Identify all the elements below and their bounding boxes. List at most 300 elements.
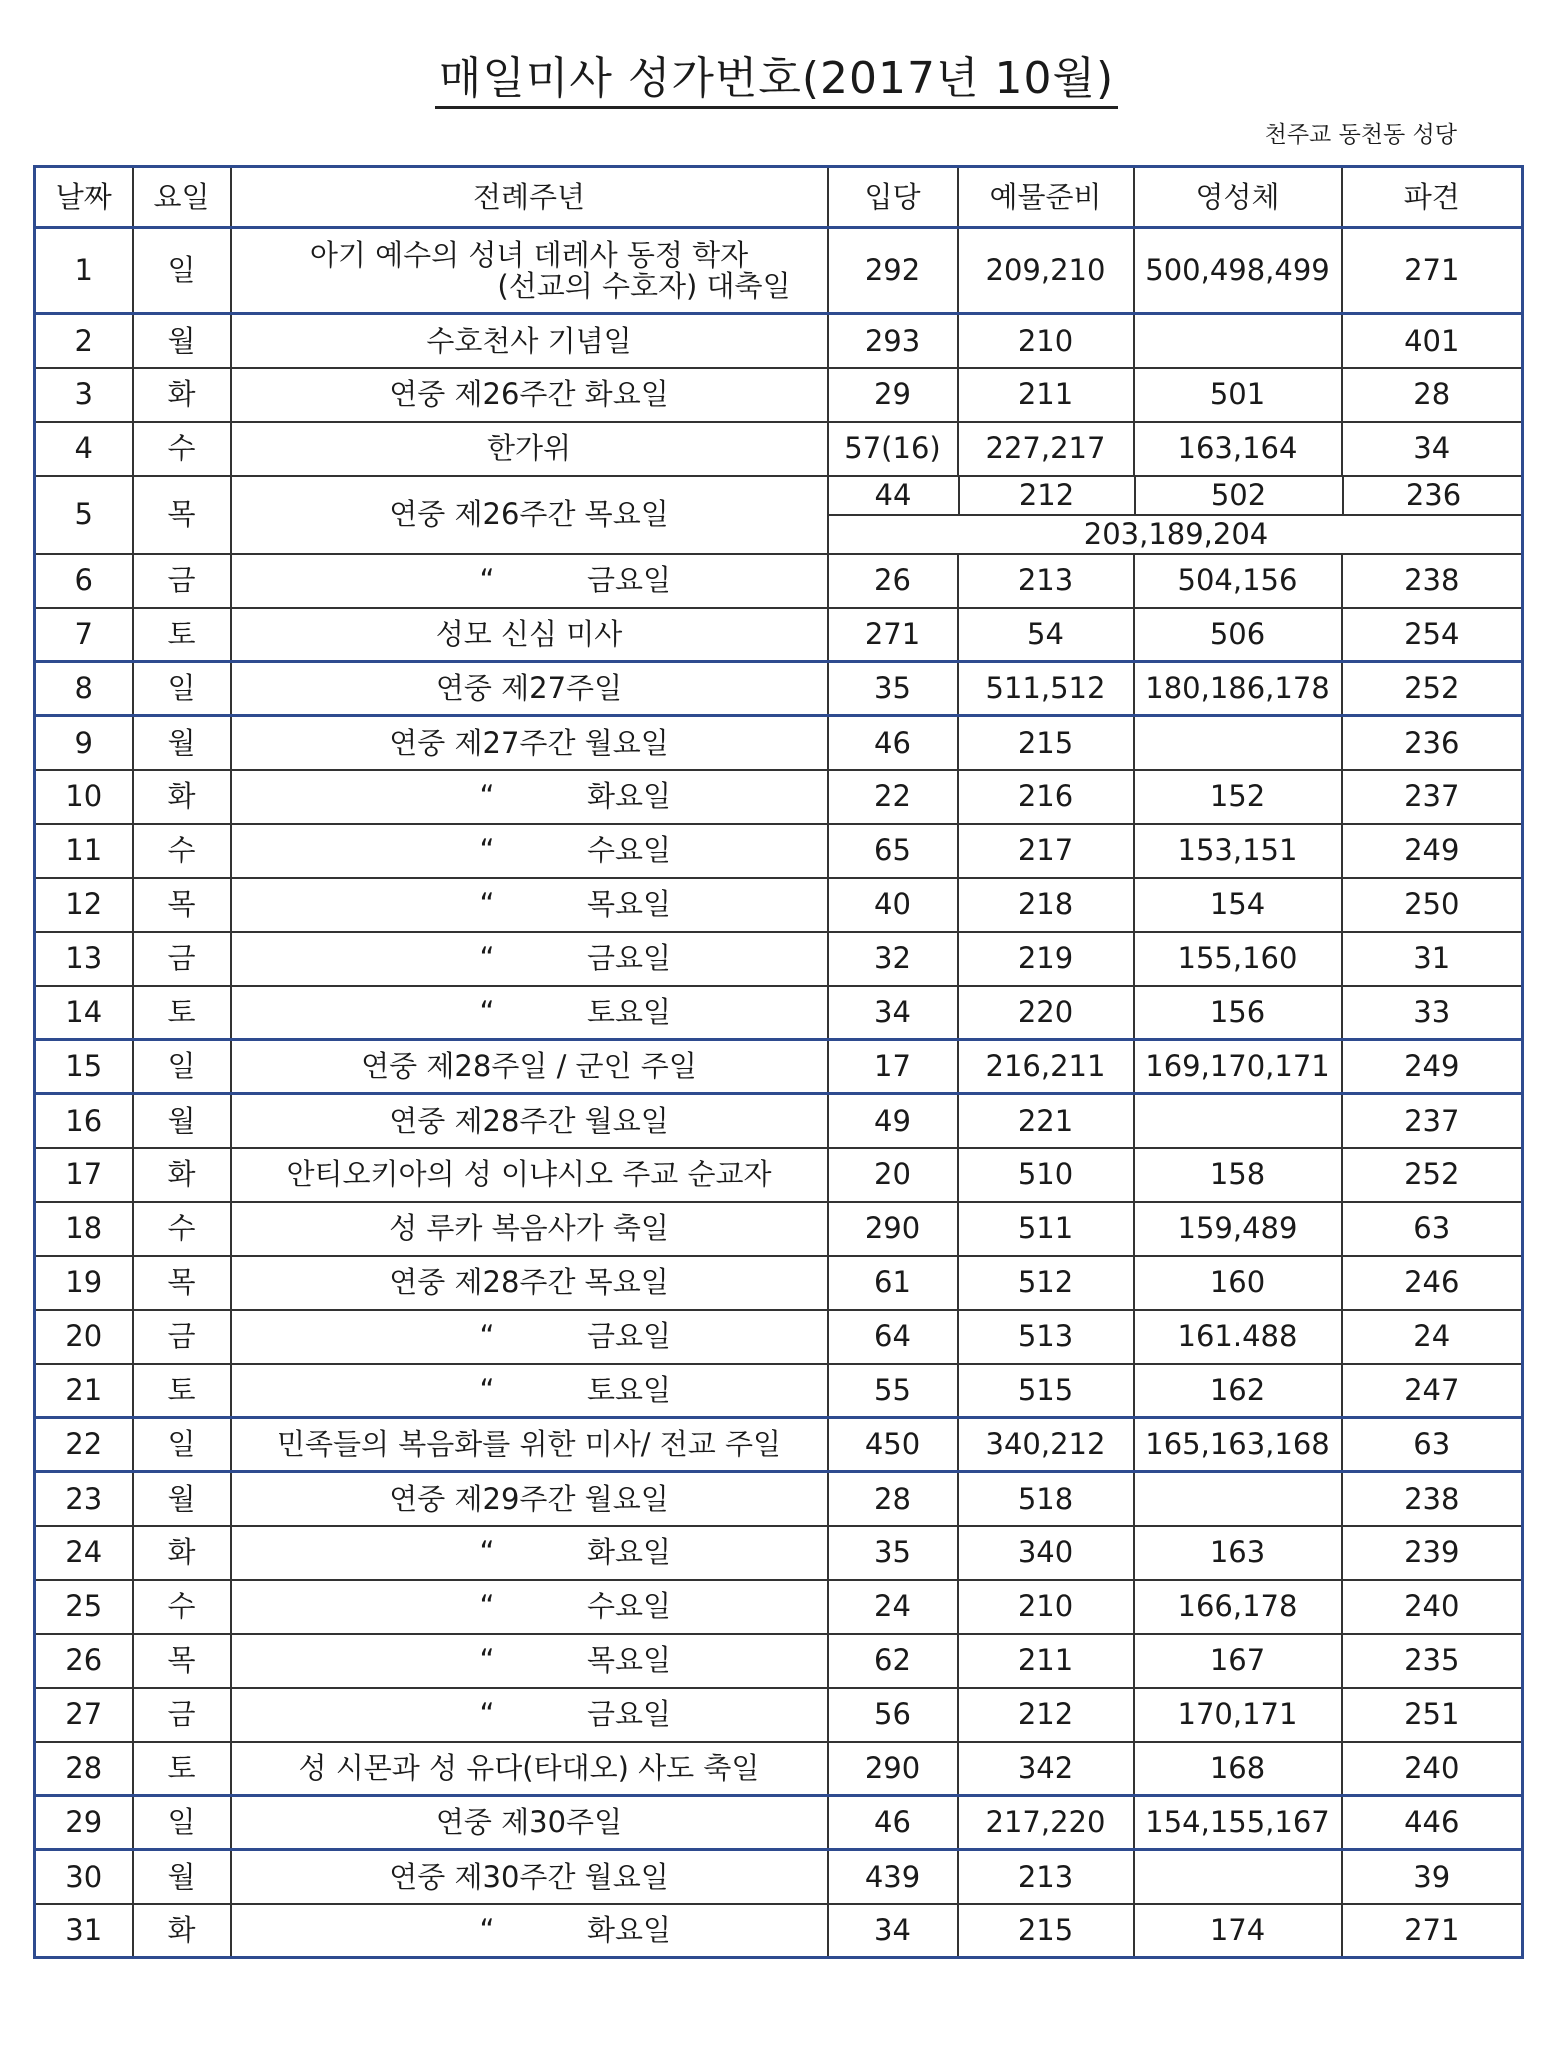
dismissal-cell: 249 (1342, 824, 1523, 878)
organization-name: 천주교 동천동 성당 (1264, 122, 1457, 148)
date-cell: 24 (35, 1526, 133, 1580)
day-cell: 목 (133, 476, 231, 554)
day-cell: 화 (133, 1904, 231, 1958)
date-cell: 19 (35, 1256, 133, 1310)
communion-cell: 500,498,499 (1134, 228, 1342, 314)
ditto-mark: “ (479, 995, 495, 1030)
day-cell: 수 (133, 1202, 231, 1256)
dismissal-cell: 271 (1342, 228, 1523, 314)
communion-cell: 174 (1134, 1904, 1342, 1958)
offertory-cell: 511 (958, 1202, 1134, 1256)
feast-cell (231, 368, 828, 422)
entrance-cell: 290 (828, 1202, 958, 1256)
offertory-cell: 215 (958, 716, 1134, 770)
day-cell: 월 (133, 716, 231, 770)
communion-cell: 154 (1134, 878, 1342, 932)
ditto-mark: “ (479, 833, 495, 868)
date-cell: 12 (35, 878, 133, 932)
dismissal-cell: 63 (1342, 1202, 1523, 1256)
table-row (35, 662, 1523, 716)
table-row (35, 368, 1523, 422)
dismissal-cell: 254 (1342, 608, 1523, 662)
feast-name: 연중 제28주일 / 군인 주일 (361, 1049, 697, 1084)
table-row (35, 716, 1523, 770)
header-offertory: 예물준비 (958, 167, 1134, 228)
offertory-cell: 220 (958, 986, 1134, 1040)
offertory-cell: 512 (958, 1256, 1134, 1310)
day-cell: 수 (133, 824, 231, 878)
feast-name: 연중 제30주간 월요일 (389, 1859, 669, 1894)
day-cell: 수 (133, 422, 231, 476)
ditto-mark: “ (479, 563, 495, 598)
table-row (35, 1634, 1523, 1688)
dismissal-cell: 401 (1342, 314, 1523, 368)
table-row (35, 1796, 1523, 1850)
communion-cell: 165,163,168 (1134, 1418, 1342, 1472)
feast-cell (231, 878, 828, 932)
feast-cell (231, 1634, 828, 1688)
date-cell: 22 (35, 1418, 133, 1472)
header-date: 날짜 (35, 167, 133, 228)
communion-cell: 180,186,178 (1134, 662, 1342, 716)
feast-cell (231, 554, 828, 608)
table-row (35, 1094, 1523, 1148)
day-cell: 월 (133, 1472, 231, 1526)
communion-cell: 159,489 (1134, 1202, 1342, 1256)
feast-cell (231, 932, 828, 986)
communion-cell: 168 (1134, 1742, 1342, 1796)
dismissal-cell: 247 (1342, 1364, 1523, 1418)
ditto-mark: “ (479, 1697, 495, 1732)
dismissal-cell: 271 (1342, 1904, 1523, 1958)
day-cell: 화 (133, 368, 231, 422)
page-title-text: 매일미사 성가번호(2017년 10월) (435, 53, 1118, 109)
table-row (35, 228, 1523, 314)
entrance-cell: 35 (828, 662, 958, 716)
entrance-cell: 24 (828, 1580, 958, 1634)
table-row (35, 1850, 1523, 1904)
day-cell: 금 (133, 554, 231, 608)
day-cell: 화 (133, 1526, 231, 1580)
feast-cell (231, 1418, 828, 1472)
table-row (35, 1418, 1523, 1472)
page-title (0, 42, 1553, 106)
dismissal-cell: 39 (1342, 1850, 1523, 1904)
entrance-cell: 46 (828, 1796, 958, 1850)
communion-cell (1134, 1850, 1342, 1904)
feast-name: 연중 제28주간 월요일 (389, 1103, 669, 1138)
table-row (35, 1472, 1523, 1526)
entrance-cell: 62 (828, 1634, 958, 1688)
communion-cell: 504,156 (1134, 554, 1342, 608)
entrance-cell: 20 (828, 1148, 958, 1202)
entrance-cell: 292 (828, 228, 958, 314)
entrance-cell: 34 (828, 986, 958, 1040)
entrance-cell: 34 (828, 1904, 958, 1958)
feast-name: 금요일 (586, 1319, 672, 1354)
dismissal-cell: 240 (1342, 1580, 1523, 1634)
table-row (35, 314, 1523, 368)
date-cell: 30 (35, 1850, 133, 1904)
feast-name: 금요일 (586, 563, 672, 598)
communion-cell (1134, 716, 1342, 770)
offertory-cell: 212 (959, 477, 1135, 515)
date-cell: 28 (35, 1742, 133, 1796)
header-dismissal: 파견 (1342, 167, 1523, 228)
offertory-cell: 227,217 (958, 422, 1134, 476)
table-row (35, 878, 1523, 932)
day-cell: 월 (133, 1850, 231, 1904)
offertory-cell: 215 (958, 1904, 1134, 1958)
table-row (35, 1742, 1523, 1796)
communion-cell: 154,155,167 (1134, 1796, 1342, 1850)
date-cell: 29 (35, 1796, 133, 1850)
entrance-cell: 26 (828, 554, 958, 608)
dismissal-cell: 238 (1342, 554, 1523, 608)
feast-name: 토요일 (586, 1373, 672, 1408)
communion-cell: 506 (1134, 608, 1342, 662)
entrance-cell: 35 (828, 1526, 958, 1580)
dismissal-cell: 24 (1342, 1310, 1523, 1364)
feast-name: 민족들의 복음화를 위한 미사/ 전교 주일 (276, 1427, 782, 1462)
day-cell: 목 (133, 1634, 231, 1688)
communion-cell: 162 (1134, 1364, 1342, 1418)
table-row (35, 1364, 1523, 1418)
offertory-cell: 340,212 (958, 1418, 1134, 1472)
table-row (35, 1526, 1523, 1580)
date-cell: 15 (35, 1040, 133, 1094)
dismissal-cell: 249 (1342, 1040, 1523, 1094)
date-cell: 31 (35, 1904, 133, 1958)
offertory-cell: 342 (958, 1742, 1134, 1796)
dismissal-cell: 28 (1342, 368, 1523, 422)
feast-name: 목요일 (586, 1643, 672, 1678)
table-row (35, 1148, 1523, 1202)
communion-cell: 166,178 (1134, 1580, 1342, 1634)
table-row (35, 1256, 1523, 1310)
communion-cell: 161.488 (1134, 1310, 1342, 1364)
entrance-cell: 65 (828, 824, 958, 878)
communion-cell: 158 (1134, 1148, 1342, 1202)
day-cell: 화 (133, 770, 231, 824)
offertory-cell: 219 (958, 932, 1134, 986)
communion-cell: 163 (1134, 1526, 1342, 1580)
day-cell: 목 (133, 1256, 231, 1310)
entrance-cell: 17 (828, 1040, 958, 1094)
entrance-cell: 439 (828, 1850, 958, 1904)
feast-name: 수호천사 기념일 (426, 323, 632, 358)
date-cell: 5 (35, 476, 133, 554)
offertory-cell: 511,512 (958, 662, 1134, 716)
feast-cell (231, 1256, 828, 1310)
communion-cell: 502 (1135, 477, 1343, 515)
offertory-cell: 340 (958, 1526, 1134, 1580)
feast-name: 화요일 (586, 1535, 672, 1570)
offertory-cell: 213 (958, 554, 1134, 608)
date-cell: 20 (35, 1310, 133, 1364)
offertory-cell: 518 (958, 1472, 1134, 1526)
entrance-cell: 32 (828, 932, 958, 986)
dismissal-cell: 250 (1342, 878, 1523, 932)
date-cell: 23 (35, 1472, 133, 1526)
day-cell: 일 (133, 228, 231, 314)
day-cell: 일 (133, 1796, 231, 1850)
date-cell: 6 (35, 554, 133, 608)
date-cell: 9 (35, 716, 133, 770)
feast-name: 연중 제27주간 월요일 (389, 725, 669, 760)
date-cell: 1 (35, 228, 133, 314)
communion-cell: 155,160 (1134, 932, 1342, 986)
dismissal-cell: 239 (1342, 1526, 1523, 1580)
dismissal-cell: 236 (1342, 716, 1523, 770)
communion-cell: 153,151 (1134, 824, 1342, 878)
feast-name: 수요일 (586, 1589, 672, 1624)
table-row (35, 1904, 1523, 1958)
table-row (35, 476, 1523, 554)
date-cell: 25 (35, 1580, 133, 1634)
table-row (35, 608, 1523, 662)
feast-cell (231, 1850, 828, 1904)
day-cell: 일 (133, 662, 231, 716)
feast-cell (231, 1094, 828, 1148)
feast-cell (231, 1310, 828, 1364)
entrance-cell: 56 (828, 1688, 958, 1742)
table-row (35, 1040, 1523, 1094)
dismissal-cell: 237 (1342, 1094, 1523, 1148)
entrance-cell: 40 (828, 878, 958, 932)
feast-name: 금요일 (586, 1697, 672, 1732)
offertory-cell: 216 (958, 770, 1134, 824)
entrance-cell: 46 (828, 716, 958, 770)
feast-name: 화요일 (586, 1913, 672, 1948)
ditto-mark: “ (479, 1643, 495, 1678)
feast-cell (231, 716, 828, 770)
ditto-mark: “ (479, 1373, 495, 1408)
offertory-cell: 221 (958, 1094, 1134, 1148)
feast-name: 연중 제27주일 (435, 671, 623, 706)
table-row (35, 932, 1523, 986)
date-cell: 26 (35, 1634, 133, 1688)
table-body (35, 228, 1523, 1958)
table-row (35, 824, 1523, 878)
dismissal-cell: 240 (1342, 1742, 1523, 1796)
feast-name: 연중 제26주간 화요일 (389, 377, 669, 412)
feast-cell (231, 314, 828, 368)
feast-name: 성 루카 복음사가 축일 (389, 1211, 669, 1246)
ditto-mark: “ (479, 941, 495, 976)
day-cell: 목 (133, 878, 231, 932)
feast-name: 연중 제28주간 목요일 (389, 1265, 669, 1300)
feast-cell (231, 228, 828, 314)
date-cell: 7 (35, 608, 133, 662)
entrance-cell: 290 (828, 1742, 958, 1796)
feast-cell (231, 1526, 828, 1580)
date-cell: 14 (35, 986, 133, 1040)
offertory-cell: 211 (958, 1634, 1134, 1688)
feast-cell (231, 1472, 828, 1526)
entrance-cell: 64 (828, 1310, 958, 1364)
day-cell: 월 (133, 1094, 231, 1148)
day-cell: 월 (133, 314, 231, 368)
date-cell: 13 (35, 932, 133, 986)
communion-cell (1134, 1472, 1342, 1526)
offertory-cell: 213 (958, 1850, 1134, 1904)
day-cell: 토 (133, 608, 231, 662)
feast-cell (231, 824, 828, 878)
feast-cell (231, 1904, 828, 1958)
ditto-mark: “ (479, 1913, 495, 1948)
offertory-cell: 218 (958, 878, 1134, 932)
date-cell: 2 (35, 314, 133, 368)
communion-cell: 167 (1134, 1634, 1342, 1688)
feast-name: 아기 예수의 성녀 데레사 동정 학자 (309, 238, 749, 273)
date-cell: 8 (35, 662, 133, 716)
date-cell: 21 (35, 1364, 133, 1418)
feast-cell (231, 608, 828, 662)
date-cell: 18 (35, 1202, 133, 1256)
feast-name: 금요일 (586, 941, 672, 976)
dismissal-cell: 34 (1342, 422, 1523, 476)
feast-name: 연중 제30주일 (435, 1805, 623, 1840)
offertory-cell: 210 (958, 314, 1134, 368)
ditto-mark: “ (479, 1535, 495, 1570)
hymn-table (33, 165, 1524, 1959)
offertory-cell: 210 (958, 1580, 1134, 1634)
feast-name: 성 시몬과 성 유다(타대오) 사도 축일 (298, 1751, 760, 1786)
feast-name: 토요일 (586, 995, 672, 1030)
dismissal-cell: 63 (1342, 1418, 1523, 1472)
dismissal-cell: 235 (1342, 1634, 1523, 1688)
date-cell: 10 (35, 770, 133, 824)
date-cell: 16 (35, 1094, 133, 1148)
ditto-mark: “ (479, 887, 495, 922)
feast-name: 수요일 (586, 833, 672, 868)
table-row (35, 1310, 1523, 1364)
date-cell: 4 (35, 422, 133, 476)
date-cell: 11 (35, 824, 133, 878)
table-row (35, 554, 1523, 608)
communion-cell: 501 (1134, 368, 1342, 422)
entrance-cell: 44 (829, 477, 959, 515)
dismissal-cell: 252 (1342, 662, 1523, 716)
feast-name: 연중 제29주간 월요일 (389, 1481, 669, 1516)
feast-name: 연중 제26주간 목요일 (389, 497, 669, 532)
communion-cell: 156 (1134, 986, 1342, 1040)
date-cell: 17 (35, 1148, 133, 1202)
dismissal-cell: 252 (1342, 1148, 1523, 1202)
table-row (35, 770, 1523, 824)
feast-cell (231, 1202, 828, 1256)
ditto-mark: “ (479, 1589, 495, 1624)
entrance-cell: 29 (828, 368, 958, 422)
offertory-cell: 209,210 (958, 228, 1134, 314)
header-feast: 전례주년 (231, 167, 828, 228)
table-row (35, 986, 1523, 1040)
day-cell: 토 (133, 1742, 231, 1796)
day-cell: 수 (133, 1580, 231, 1634)
feast-cell (231, 1580, 828, 1634)
offertory-cell: 515 (958, 1364, 1134, 1418)
offertory-cell: 54 (958, 608, 1134, 662)
entrance-cell: 49 (828, 1094, 958, 1148)
communion-cell: 160 (1134, 1256, 1342, 1310)
header-communion: 영성체 (1134, 167, 1342, 228)
communion-cell: 152 (1134, 770, 1342, 824)
day-cell: 일 (133, 1418, 231, 1472)
offertory-cell: 217 (958, 824, 1134, 878)
communion-cell (1134, 314, 1342, 368)
offertory-cell: 211 (958, 368, 1134, 422)
feast-cell (231, 476, 828, 554)
entrance-cell: 22 (828, 770, 958, 824)
feast-cell (231, 1148, 828, 1202)
day-cell: 금 (133, 932, 231, 986)
entrance-cell: 271 (828, 608, 958, 662)
split-cell (828, 476, 1523, 554)
offertory-cell: 212 (958, 1688, 1134, 1742)
table-row (35, 422, 1523, 476)
communion-cell: 169,170,171 (1134, 1040, 1342, 1094)
communion-cell: 170,171 (1134, 1688, 1342, 1742)
entrance-cell: 28 (828, 1472, 958, 1526)
day-cell: 일 (133, 1040, 231, 1094)
day-cell: 토 (133, 986, 231, 1040)
table-header-row (35, 167, 1523, 228)
extra-hymns-cell: 203,189,204 (1083, 516, 1269, 551)
day-cell: 금 (133, 1310, 231, 1364)
feast-cell (231, 986, 828, 1040)
feast-name: 목요일 (586, 887, 672, 922)
day-cell: 화 (133, 1148, 231, 1202)
feast-name: 화요일 (586, 779, 672, 814)
entrance-cell: 55 (828, 1364, 958, 1418)
table-row (35, 1580, 1523, 1634)
date-cell: 27 (35, 1688, 133, 1742)
dismissal-cell: 237 (1342, 770, 1523, 824)
header-day: 요일 (133, 167, 231, 228)
date-cell: 3 (35, 368, 133, 422)
offertory-cell: 217,220 (958, 1796, 1134, 1850)
day-cell: 금 (133, 1688, 231, 1742)
entrance-cell: 61 (828, 1256, 958, 1310)
dismissal-cell: 238 (1342, 1472, 1523, 1526)
dismissal-cell: 31 (1342, 932, 1523, 986)
dismissal-cell: 246 (1342, 1256, 1523, 1310)
entrance-cell: 293 (828, 314, 958, 368)
feast-name: 성모 신심 미사 (435, 617, 623, 652)
communion-cell: 163,164 (1134, 422, 1342, 476)
table-row (35, 1202, 1523, 1256)
header-entrance: 입당 (828, 167, 958, 228)
feast-name: 한가위 (486, 431, 572, 466)
feast-cell (231, 422, 828, 476)
offertory-cell: 216,211 (958, 1040, 1134, 1094)
feast-cell (231, 1742, 828, 1796)
ditto-mark: “ (479, 1319, 495, 1354)
ditto-mark: “ (479, 779, 495, 814)
feast-cell (231, 1040, 828, 1094)
dismissal-cell: 33 (1342, 986, 1523, 1040)
offertory-cell: 513 (958, 1310, 1134, 1364)
offertory-cell: 510 (958, 1148, 1134, 1202)
dismissal-cell: 236 (1343, 477, 1523, 515)
feast-cell (231, 1364, 828, 1418)
communion-cell (1134, 1094, 1342, 1148)
feast-name: 안티오키아의 성 이냐시오 주교 순교자 (286, 1157, 772, 1192)
feast-cell (231, 1796, 828, 1850)
dismissal-cell: 251 (1342, 1688, 1523, 1742)
table-row (35, 1688, 1523, 1742)
